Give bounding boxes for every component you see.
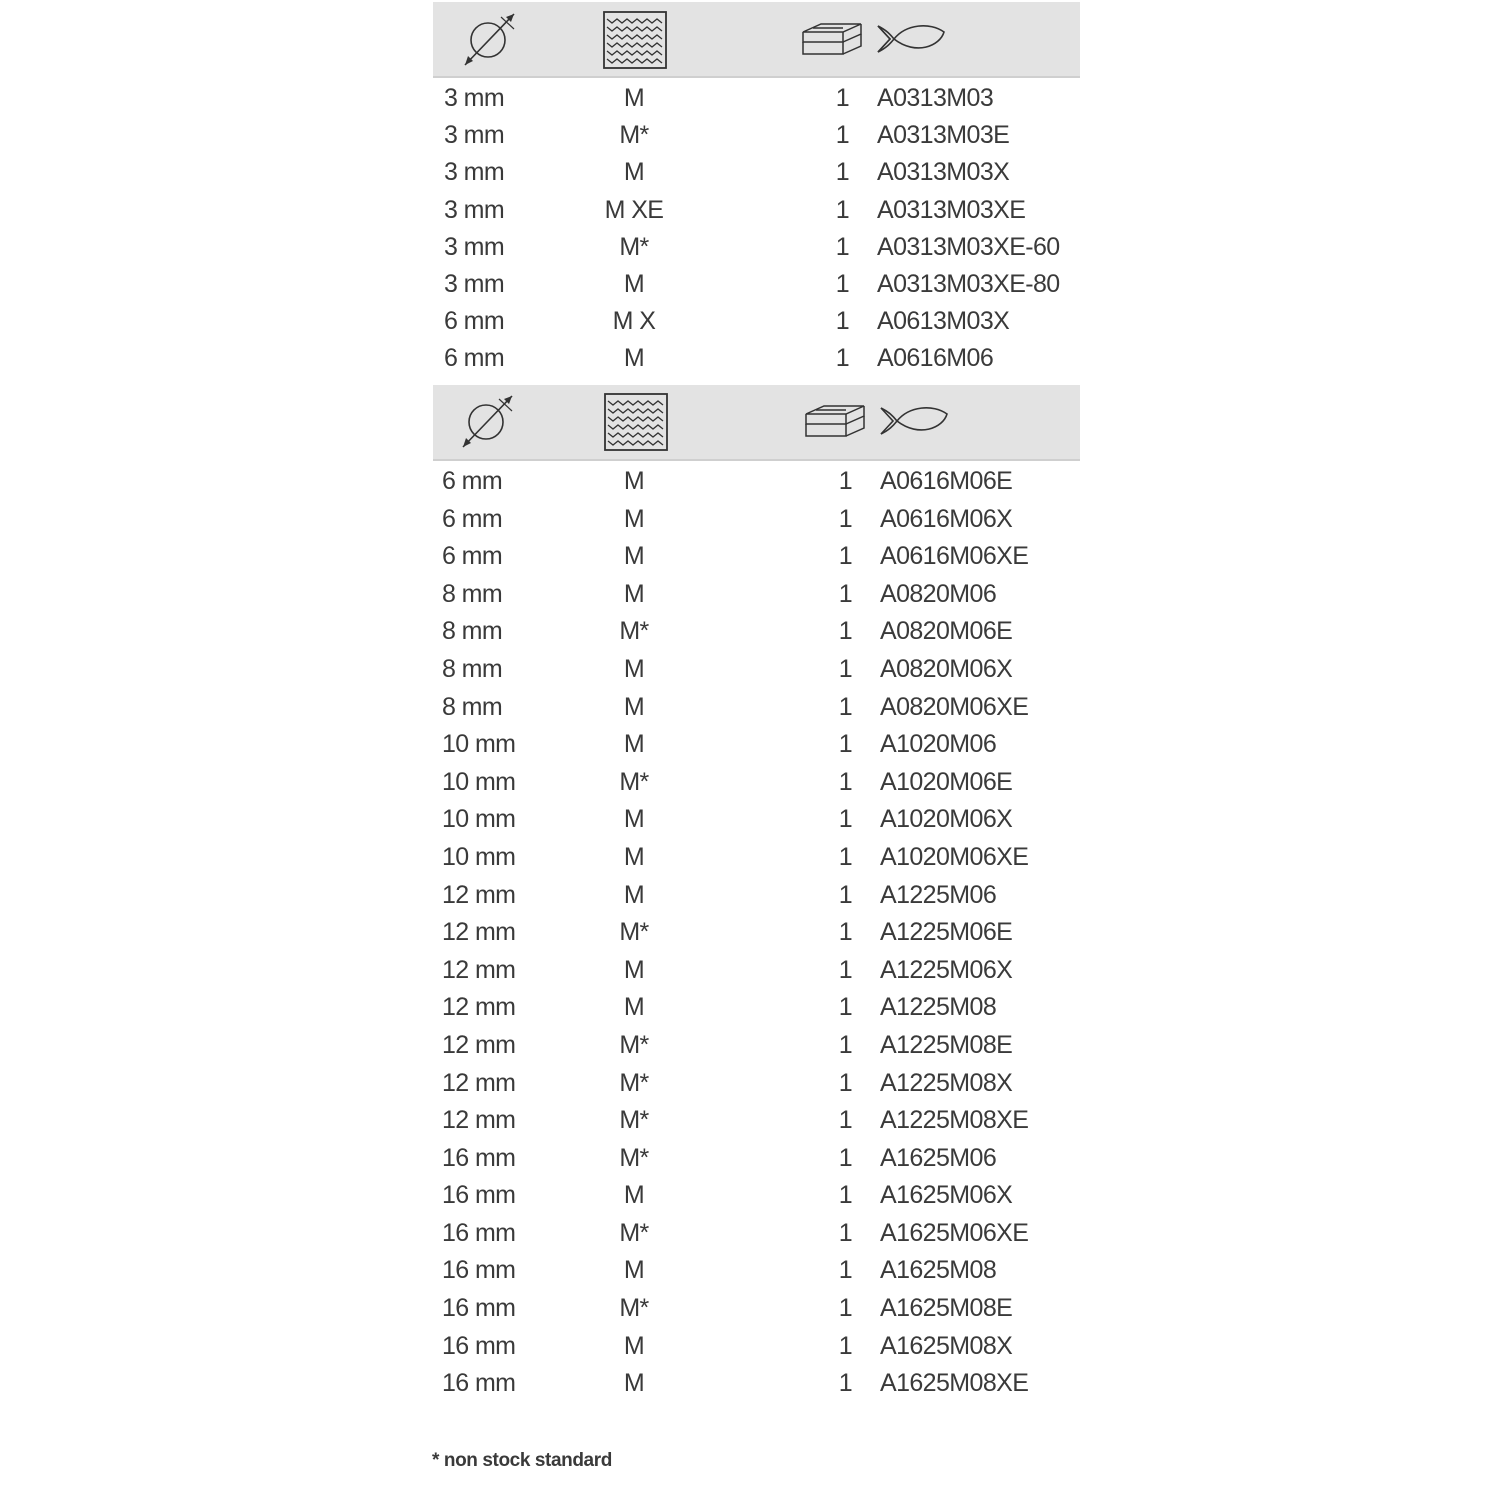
table-row xyxy=(433,501,1080,539)
table-row xyxy=(433,1290,1080,1328)
table-row xyxy=(433,576,1080,614)
type-cell: M* xyxy=(619,1294,649,1323)
diameter-cell: 8 mm xyxy=(442,579,503,608)
quantity-cell: 1 xyxy=(838,692,852,721)
type-cell: M xyxy=(623,654,645,683)
product-code-cell: A1020M06 xyxy=(880,730,997,759)
product-code-cell: A1625M08X xyxy=(880,1331,1013,1360)
product-table-2 xyxy=(433,385,1080,1403)
type-cell: M xyxy=(623,730,645,759)
fish-icon xyxy=(876,20,948,58)
product-code-cell: A1625M06XE xyxy=(880,1218,1029,1247)
quantity-cell: 1 xyxy=(835,121,849,150)
type-cell: M xyxy=(623,993,645,1022)
table-row xyxy=(433,1365,1080,1403)
diameter-cell: 16 mm xyxy=(442,1369,516,1398)
quantity-cell: 1 xyxy=(838,1106,852,1135)
quantity-cell: 1 xyxy=(838,1369,852,1398)
quantity-cell: 1 xyxy=(838,730,852,759)
table-row xyxy=(433,726,1080,764)
diameter-cell: 8 mm xyxy=(442,654,503,683)
product-code-cell: A1020M06XE xyxy=(880,842,1029,871)
diameter-cell: 3 mm xyxy=(444,121,505,150)
product-code-cell: A0613M03X xyxy=(877,307,1010,336)
product-code-cell: A1225M08 xyxy=(880,993,997,1022)
product-code-cell: A0820M06XE xyxy=(880,692,1029,721)
quantity-cell: 1 xyxy=(838,842,852,871)
diameter-cell: 6 mm xyxy=(444,344,505,373)
quantity-cell: 1 xyxy=(835,269,849,298)
type-cell: M* xyxy=(619,1068,649,1097)
type-cell: M xyxy=(623,692,645,721)
quantity-cell: 1 xyxy=(835,344,849,373)
product-code-cell: A1225M08E xyxy=(880,1030,1013,1059)
quantity-cell: 1 xyxy=(835,307,849,336)
diameter-cell: 12 mm xyxy=(442,955,516,984)
table-row xyxy=(433,1215,1080,1253)
table-row xyxy=(433,952,1080,990)
diameter-cell: 10 mm xyxy=(442,805,516,834)
product-code-cell: A1625M08 xyxy=(880,1256,997,1285)
diameter-cell: 16 mm xyxy=(442,1294,516,1323)
package-boxes-icon xyxy=(804,400,868,442)
table-row xyxy=(433,1102,1080,1140)
quantity-cell: 1 xyxy=(838,1218,852,1247)
package-boxes-icon xyxy=(801,18,865,60)
type-cell: M xyxy=(623,269,645,298)
quantity-cell: 1 xyxy=(838,467,852,495)
quantity-cell: 1 xyxy=(838,654,852,683)
product-code-cell: A0820M06 xyxy=(880,579,997,608)
product-code-cell: A0616M06E xyxy=(880,467,1013,495)
table-row xyxy=(433,266,1080,303)
product-code-cell: A1625M06 xyxy=(880,1143,997,1172)
diameter-cell: 12 mm xyxy=(442,993,516,1022)
quantity-cell: 1 xyxy=(835,84,849,112)
quantity-cell: 1 xyxy=(838,1181,852,1210)
table-row xyxy=(433,117,1080,154)
diameter-cell: 3 mm xyxy=(444,158,505,187)
product-code-cell: A0313M03XE-80 xyxy=(877,269,1060,298)
table-row xyxy=(433,463,1080,501)
table-row xyxy=(433,1027,1080,1065)
diameter-cell: 10 mm xyxy=(442,730,516,759)
quantity-cell: 1 xyxy=(838,504,852,533)
type-cell: M* xyxy=(619,1143,649,1172)
product-code-cell: A1020M06X xyxy=(880,805,1013,834)
diameter-cell: 8 mm xyxy=(442,692,503,721)
quantity-cell: 1 xyxy=(838,767,852,796)
type-cell: M* xyxy=(619,1030,649,1059)
table-row xyxy=(433,613,1080,651)
fish-icon xyxy=(879,402,951,440)
type-cell: M xyxy=(623,542,645,571)
diameter-icon xyxy=(459,10,519,68)
table-row xyxy=(433,764,1080,802)
diameter-cell: 16 mm xyxy=(442,1218,516,1247)
type-cell: M xyxy=(623,1369,645,1398)
table-row xyxy=(433,839,1080,877)
table-row xyxy=(433,1065,1080,1103)
quantity-cell: 1 xyxy=(838,955,852,984)
diameter-cell: 12 mm xyxy=(442,1030,516,1059)
quantity-cell: 1 xyxy=(835,232,849,261)
product-code-cell: A0313M03E xyxy=(877,121,1010,150)
product-code-cell: A1625M08E xyxy=(880,1294,1013,1323)
diameter-cell: 6 mm xyxy=(442,542,503,571)
product-code-cell: A0313M03XE xyxy=(877,195,1026,224)
table-row xyxy=(433,80,1080,117)
quantity-cell: 1 xyxy=(835,195,849,224)
footnote: * non stock standard xyxy=(432,1450,612,1471)
diameter-cell: 16 mm xyxy=(442,1143,516,1172)
product-code-cell: A1225M06 xyxy=(880,880,997,909)
quantity-cell: 1 xyxy=(838,918,852,947)
quantity-cell: 1 xyxy=(838,1294,852,1323)
product-code-cell: A1625M06X xyxy=(880,1181,1013,1210)
table-row xyxy=(433,1328,1080,1366)
diameter-cell: 12 mm xyxy=(442,1106,516,1135)
quantity-cell: 1 xyxy=(838,880,852,909)
type-cell: M* xyxy=(619,617,649,646)
table-body xyxy=(433,463,1080,1403)
product-table-1 xyxy=(433,2,1080,378)
quantity-cell: 1 xyxy=(838,1068,852,1097)
type-cell: M xyxy=(623,805,645,834)
type-cell: M* xyxy=(619,918,649,947)
table-row xyxy=(433,801,1080,839)
type-cell: M* xyxy=(619,767,649,796)
diameter-cell: 10 mm xyxy=(442,842,516,871)
table-row xyxy=(433,229,1080,266)
diameter-cell: 16 mm xyxy=(442,1181,516,1210)
quantity-cell: 1 xyxy=(835,158,849,187)
type-cell: M xyxy=(623,344,645,373)
type-cell: M* xyxy=(619,121,649,150)
table-row xyxy=(433,914,1080,952)
product-code-cell: A1225M06E xyxy=(880,918,1013,947)
quantity-cell: 1 xyxy=(838,542,852,571)
type-cell: M xyxy=(623,1331,645,1360)
quantity-cell: 1 xyxy=(838,1143,852,1172)
type-cell: M xyxy=(623,504,645,533)
product-code-cell: A1625M08XE xyxy=(880,1369,1029,1398)
type-cell: M xyxy=(623,842,645,871)
diameter-cell: 12 mm xyxy=(442,880,516,909)
quantity-cell: 1 xyxy=(838,579,852,608)
type-cell: M xyxy=(623,1181,645,1210)
product-code-cell: A1225M08X xyxy=(880,1068,1013,1097)
product-code-cell: A1225M08XE xyxy=(880,1106,1029,1135)
type-cell: M xyxy=(623,158,645,187)
type-cell: M xyxy=(623,467,645,495)
type-cell: M* xyxy=(619,1218,649,1247)
quantity-cell: 1 xyxy=(838,1331,852,1360)
wave-texture-icon xyxy=(604,393,668,451)
table-row xyxy=(433,538,1080,576)
diameter-cell: 6 mm xyxy=(442,504,503,533)
product-code-cell: A0313M03XE-60 xyxy=(877,232,1060,261)
diameter-cell: 3 mm xyxy=(444,269,505,298)
quantity-cell: 1 xyxy=(838,805,852,834)
quantity-cell: 1 xyxy=(838,993,852,1022)
diameter-cell: 12 mm xyxy=(442,1068,516,1097)
table-row xyxy=(433,192,1080,229)
table-row xyxy=(433,154,1080,191)
diameter-cell: 16 mm xyxy=(442,1331,516,1360)
diameter-icon xyxy=(457,392,517,450)
table-row xyxy=(433,1140,1080,1178)
type-cell: M* xyxy=(619,1106,649,1135)
diameter-cell: 6 mm xyxy=(444,307,505,336)
diameter-cell: 10 mm xyxy=(442,767,516,796)
table-row xyxy=(433,989,1080,1027)
product-code-cell: A0820M06X xyxy=(880,654,1013,683)
quantity-cell: 1 xyxy=(838,617,852,646)
type-cell: M xyxy=(623,1256,645,1285)
table-row xyxy=(433,651,1080,689)
wave-texture-icon xyxy=(603,11,667,69)
product-code-cell: A0616M06X xyxy=(880,504,1013,533)
product-code-cell: A0616M06 xyxy=(877,344,994,373)
type-cell: M X xyxy=(612,307,656,336)
table-row xyxy=(433,303,1080,340)
table-row xyxy=(433,1177,1080,1215)
table-row xyxy=(433,340,1080,377)
diameter-cell: 12 mm xyxy=(442,918,516,947)
type-cell: M xyxy=(623,579,645,608)
product-code-cell: A0313M03X xyxy=(877,158,1010,187)
diameter-cell: 16 mm xyxy=(442,1256,516,1285)
table-body xyxy=(433,80,1080,378)
type-cell: M* xyxy=(619,232,649,261)
diameter-cell: 8 mm xyxy=(442,617,503,646)
diameter-cell: 3 mm xyxy=(444,84,505,112)
type-cell: M xyxy=(623,84,645,112)
type-cell: M xyxy=(623,955,645,984)
product-code-cell: A0616M06XE xyxy=(880,542,1029,571)
type-cell: M xyxy=(623,880,645,909)
product-code-cell: A1225M06X xyxy=(880,955,1013,984)
table-header xyxy=(433,385,1080,461)
quantity-cell: 1 xyxy=(838,1030,852,1059)
diameter-cell: 3 mm xyxy=(444,232,505,261)
table-row xyxy=(433,689,1080,727)
table-header xyxy=(433,2,1080,78)
product-code-cell: A0820M06E xyxy=(880,617,1013,646)
diameter-cell: 3 mm xyxy=(444,195,505,224)
quantity-cell: 1 xyxy=(838,1256,852,1285)
product-code-cell: A1020M06E xyxy=(880,767,1013,796)
table-row xyxy=(433,1252,1080,1290)
diameter-cell: 6 mm xyxy=(442,467,503,495)
type-cell: M XE xyxy=(604,195,664,224)
product-code-cell: A0313M03 xyxy=(877,84,994,112)
table-row xyxy=(433,877,1080,915)
